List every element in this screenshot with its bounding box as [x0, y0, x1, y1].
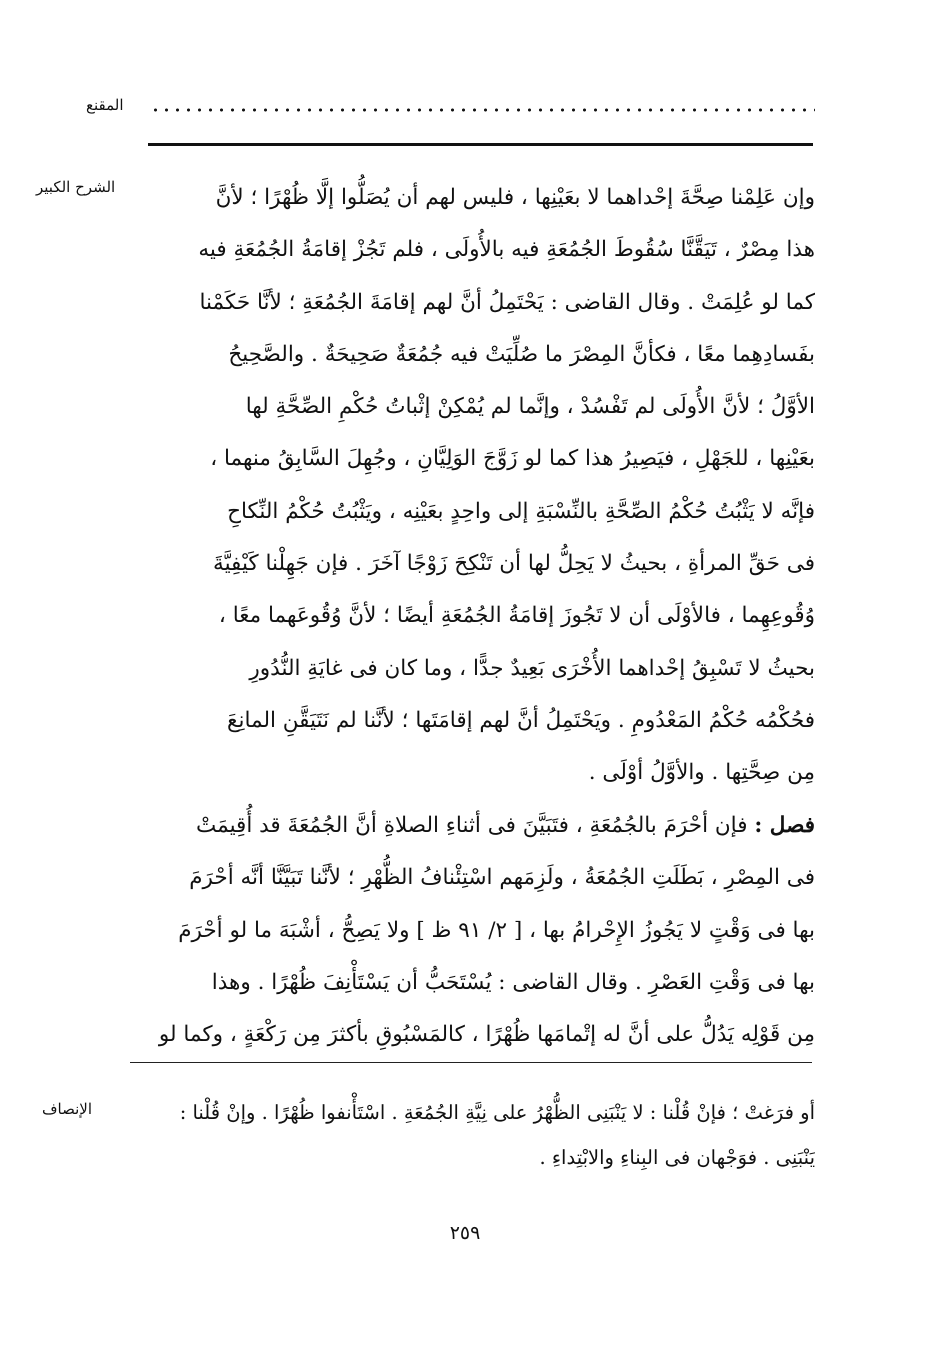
text-line: وُقُوعِهِما ، فالأوْلَى أن لا تَجُوزَ إقامَةُ الجُمُعَةِ أيضًا ؛ لأنَّ وُقُوعَهما معًا ،	[218, 603, 815, 629]
header-rule	[148, 143, 813, 146]
text-line: كما لو عُلِمَتْ . وقال القاضى : يَحْتَمِلُ أنَّ لهم إقامَةَ الجُمُعَةِ ؛ لأنَّا حَكَمْنا	[199, 289, 815, 315]
text-line: فإنَّه لا يَثْبُتُ حُكْمُ الصِّحَّةِ بالنِّسْبَةِ إلى واحِدٍ بعَيْنِه ، ويَثْبُتُ حُكْمُ النِّكاحِ	[227, 498, 815, 524]
text-line: الأوَّلُ ؛ لأنَّ الأُولَى لم تَفْسُدْ ، وإنَّما لم يُمْكِنْ إثْباتُ حُكْمِ الصِّحَّةِ لها	[245, 394, 815, 420]
text-line: بها فى وَقْتٍ لا يَجُوزُ الإِحْرامُ بها ، [ ٢/ ٩١ ظ ] ولا يَصِحُّ ، أشْبَهَ ما لو أحْرَمَ	[178, 917, 815, 943]
text-line: فحُكْمُه حُكْمُ المَعْدُومِ . ويَحْتَمِلُ أنَّ لهم إقامَتَها ؛ لأنَّنا لم نَتَيَقَّنِ المانِعَ	[227, 707, 815, 733]
main-text	[130, 172, 815, 800]
footnote-separator	[130, 1062, 812, 1063]
fasl-section	[130, 800, 815, 1061]
running-title: المقنع	[86, 96, 124, 114]
header-dotted-line	[150, 98, 815, 114]
insaf-label: الإنصاف	[42, 1100, 93, 1118]
text-line: بعَيْنِها ، للجَهْلِ ، فيَصِيرُ هذا كما لو زَوَّجَ الوَلِيَّانِ ، وجُهِلَ السَّابِقُ منهما ،	[210, 446, 815, 472]
text-line: بها فى وَقْتِ العَصْرِ . وقال القاضى : يُسْتَحَبُّ أن يَسْتَأْنِفَ ظُهْرًا . وهذا	[211, 969, 815, 995]
fasl-heading: فصل :	[754, 813, 815, 838]
sharh-label: الشرح الكبير	[36, 178, 116, 196]
footnote-line: أو فرَغتْ ؛ فإنْ قُلْنا : لا يَنْبَنِى الظُّهْرُ على نِيَّةِ الجُمُعَةِ . اسْتَأْنفوا ظُهْرًا . وإنْ قُلْنا :	[179, 1101, 815, 1124]
page-number: ٢٥٩	[449, 1222, 481, 1244]
text-line: بحيثُ لا تَسْبِقُ إحْداهما الأُخْرَى بَعِيدٌ جدًّا ، وما كان فى غايَةِ النُّدُورِ	[249, 655, 815, 681]
fasl-first-line	[130, 800, 815, 852]
text-line: هذا مِصْرٌ ، تَيَقَّنَّا سُقُوطَ الجُمُعَةِ فيه بالأُولَى ، فلم تَجُزْ إقامَةُ الجُمُعَةِ فيه	[198, 237, 815, 263]
footnote-line: يَنْبَنِى . فوَجْهان فى البِناءِ والابْتِداءِ .	[539, 1146, 815, 1169]
text-line: وإن عَلِمْنا صِحَّةَ إحْداهما لا بعَيْنِها ، فليس لهم أن يُصَلُّوا إلَّا ظُهْرًا ؛ لأنَّ	[215, 185, 815, 210]
text-line: مِن صِحَّتِها . والأوَّلُ أوْلَى .	[588, 760, 815, 786]
text-line: مِن قَوْلِه يَدُلُّ على أنَّ له إتْمامَها ظُهْرًا ، كالمَسْبُوقِ بأكثرَ مِن رَكْعَةٍ ، وكما لو	[158, 1022, 815, 1048]
text-line: فى المِصْرِ ، بَطَلَتِ الجُمُعَةُ ، ولَزِمَهم اسْتِئْنافُ الظُّهْرِ ؛ لأنَّنا تَبَيَّنَّا أنَّه أحْرَمَ	[189, 865, 815, 891]
fasl-first-line-text: فإن أحْرَمَ بالجُمُعَةِ ، فتَبَيَّنَ فى أثناءِ الصلاةِ أنَّ الجُمُعَةَ قد أُقِيمَتْ	[196, 813, 748, 838]
insaf-text	[130, 1090, 815, 1180]
text-line: فى حَقِّ المرأةِ ، بحيثُ لا يَحِلُّ لها أن تَنْكِحَ زَوْجًا آخَرَ . فإن جَهِلْنا كَيْفِيَّةَ	[213, 551, 815, 577]
text-line: بفَسادِهِما معًا ، فكأنَّ المِصْرَ ما صُلِّيَتْ فيه جُمُعَةٌ صَحِيحَةٌ . والصَّحِيحُ	[228, 341, 815, 367]
